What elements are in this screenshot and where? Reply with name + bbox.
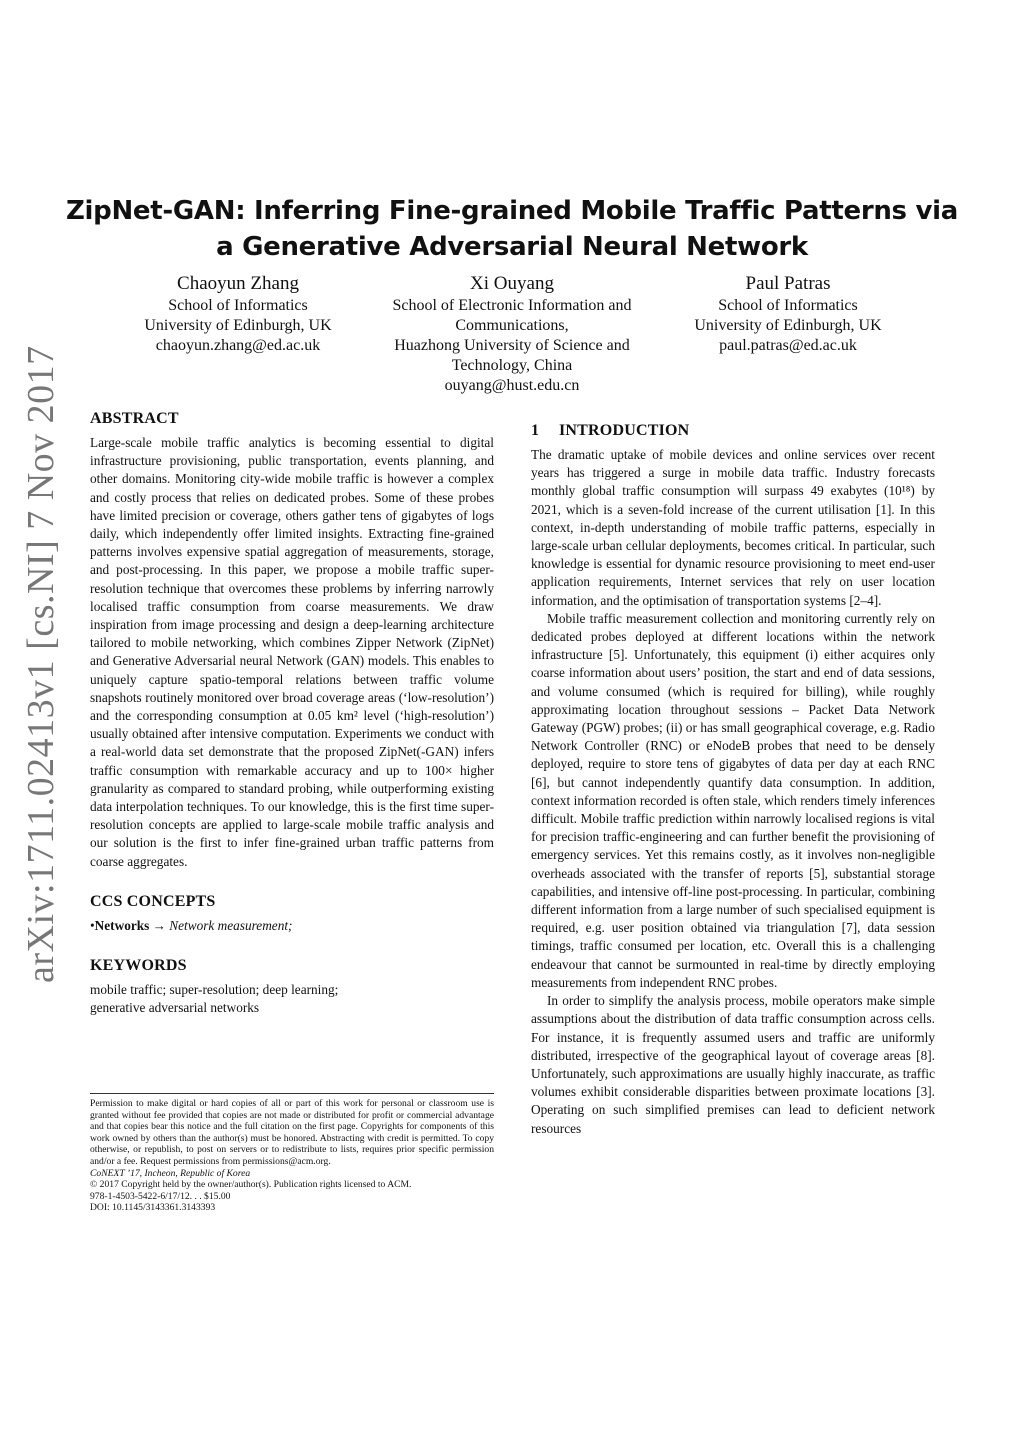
ccs-concepts: [90, 917, 494, 935]
author-affiliation: Huazhong University of Science and: [394, 337, 630, 354]
doi-line: DOI: 10.1145/3143361.3143393: [90, 1202, 216, 1214]
author-affiliation: School of Informatics: [168, 297, 308, 314]
author-affiliation: University of Edinburgh, UK: [694, 317, 882, 334]
author-email: ouyang@hust.edu.cn: [444, 377, 580, 394]
author-affiliation: Communications,: [455, 317, 569, 334]
author-affiliation: Technology, China: [451, 357, 573, 374]
author-block: [113, 272, 363, 356]
author-name: Paul Patras: [745, 273, 831, 294]
author-name: Chaoyun Zhang: [177, 273, 299, 294]
intro-paragraph-1: The dramatic uptake of mobile devices and online services over recent years has triggered a surge in mobile data traffic. Industry forecasts monthly global traffic consumption will surpass 49 exabytes (10¹⁸) by 2021, which is a seven-fold increase of the current utilisation [1]. In this context, in-depth understanding of mobile traffic patterns, especially in large-scale urban cellular deployments, becomes critical. In particular, such knowledge is essential for dynamic resource provisioning to meet end-user application requirements, Internet services that rely on user location information, and the optimisation of transportation systems [2–4].: [531, 447, 935, 608]
abstract-text: Large-scale mobile traffic analytics is becoming essential to digital infrastructure provisioning, public transportation, events planning, and other domains. Monitoring city-wide mobile traffic is however a complex and costly process that relies on dedicated probes. Some of these probes have limited precision or coverage, others gather tens of gigabytes of logs daily, which independently offer limited insights. Extracting fine-grained patterns involves expensive spatial aggregation of measurements, storage, and post-processing. In this paper, we propose a mobile traffic super-resolution technique that overcomes these problems by inferring narrowly localised traffic consumption from coarse measurements. We draw inspiration from image processing and design a deep-learning architecture tailored to mobile networking, which combines Zipper Network (ZipNet) and Generative Adversarial neural Network (GAN) models. This enables to uniquely capture spatio-temporal relations between traffic volume snapshots routinely monitored over broad coverage areas (‘low-resolution’) and the corresponding consumption at 0.05 km² level (‘high-resolution’) usually obtained after intensive computation. Experiments we conduct with a real-world data set demonstrate that the proposed ZipNet(-GAN) infers traffic consumption with remarkable accuracy and up to 100× higher granularity as compared to standard probing, while outperforming existing data interpolation techniques. To our knowledge, this is the first time super-resolution concepts are applied to large-scale mobile traffic analysis and our solution is the first to infer fine-grained urban traffic patterns from coarse aggregates.: [90, 435, 494, 869]
abstract-heading: ABSTRACT: [90, 410, 179, 427]
ccs-heading: CCS CONCEPTS: [90, 892, 216, 910]
paper-title: [60, 193, 964, 265]
author-email: paul.patras@ed.ac.uk: [719, 337, 857, 354]
introduction-heading: [531, 420, 935, 442]
intro-paragraph-3: In order to simplify the analysis process, mobile operators make simple assumptions about the distribution of data traffic consumption across cells. For instance, it is frequently assumed users and traffic are uniformly distributed, irrespective of the geographical layout of coverage areas [8]. Unfortunately, such approximations are usually highly inaccurate, as traffic volumes exhibit considerable disparities between proximate locations [3]. Operating on such simplified premises can lead to deficient network resources: [531, 993, 935, 1136]
footnote-rule: [90, 1093, 494, 1094]
arxiv-stamp: arXiv:1711.02413v1 [cs.NI] 7 Nov 2017: [20, 345, 62, 983]
keywords-line: mobile traffic; super-resolution; deep learning;: [90, 982, 339, 998]
permission-notice: Permission to make digital or hard copies of all or part of this work for personal or classroom use is granted without fee provided that copies are not made or distributed for profit or commercial advantage and that copies bear this notice and the full citation on the first page. Copyrights for components of this work owned by others than the author(s) must be honored. Abstracting with credit is permitted. To copy otherwise, or republish, to post on servers or to redistribute to lists, requires prior specific permission and/or a fee. Request permissions from permissions@acm.org.: [90, 1098, 494, 1167]
ccs-arrow: →: [152, 917, 166, 933]
ccs-bullet: •: [90, 917, 95, 933]
author-affiliation: School of Informatics: [718, 297, 858, 314]
author-affiliation: University of Edinburgh, UK: [144, 317, 332, 334]
venue: CoNEXT ’17, Incheon, Republic of Korea: [90, 1167, 251, 1179]
isbn-line: 978-1-4503-5422-6/17/12. . . $15.00: [90, 1190, 231, 1202]
author-name: Xi Ouyang: [470, 273, 554, 294]
author-email: chaoyun.zhang@ed.ac.uk: [155, 337, 321, 354]
author-block: [663, 272, 913, 356]
keywords-heading: KEYWORDS: [90, 957, 187, 975]
copyright-footnote: [90, 1093, 494, 1214]
intro-paragraph-2: Mobile traffic measurement collection and monitoring currently rely on dedicated probes deployed at different locations within the network infrastructure [5]. Unfortunately, this equipment (i) either acquires only coarse information about users’ position, the start and end of data sessions, and volume consumed (which is required for billing), while roughly approximating location throughout sessions – Packet Data Network Gateway (PGW) probes; (ii) or has small geographical coverage, e.g. Radio Network Controller (RNC) or eNodeB probes that need to be densely deployed, require to store tens of gigabytes of data per day at each RNC [6], but cannot independently quantify data consumption. In addition, context information recorded is often stale, which renders timely inferences difficult. Mobile traffic prediction within narrowly localised regions is vital for precision traffic-engineering and can further benefit the provisioning of emergency services. Yet this remains costly, as it involves non-negligible overheads associated with the transfer of reports [5], substantial storage capabilities, and intensive off-line post-processing. In particular, combining different information from a large number of such specialised equipment is required, e.g. user position obtained via triangulation [7], data session timings, traffic consumed per location, etc. Overall this is a challenging endeavour that cannot be surmounted in real-time by directly employing measurements from independent RNC probes.: [531, 610, 935, 990]
title-line-1: ZipNet-GAN: Inferring Fine-grained Mobile Traffic Patterns via: [66, 196, 958, 226]
ccs-concept: Network measurement;: [169, 917, 293, 933]
ccs-category: Networks: [94, 917, 150, 933]
section-title: INTRODUCTION: [559, 422, 690, 439]
keywords-line: generative adversarial networks: [90, 1000, 260, 1016]
left-column: [90, 408, 494, 1017]
author-affiliation: School of Electronic Information and: [392, 297, 632, 314]
right-column: [531, 420, 935, 1138]
author-block: [362, 272, 662, 396]
copyright-line: © 2017 Copyright held by the owner/author(s). Publication rights licensed to ACM.: [90, 1179, 412, 1191]
section-number: 1: [531, 422, 540, 439]
title-line-2: a Generative Adversarial Neural Network: [216, 232, 808, 262]
